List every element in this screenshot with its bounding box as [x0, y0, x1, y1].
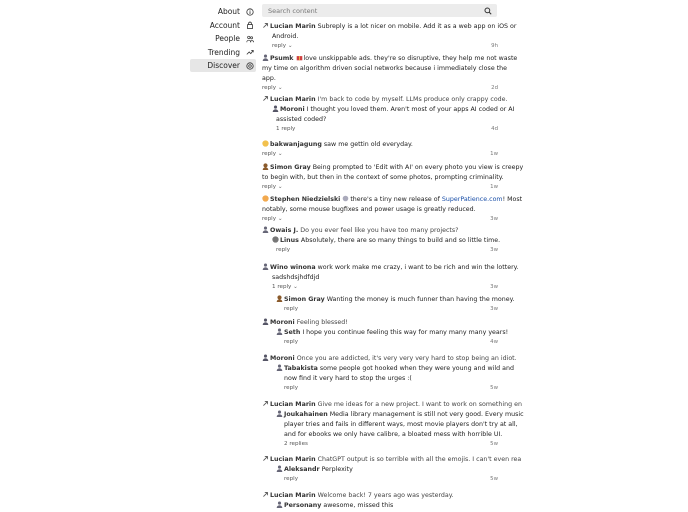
- post-text: love unskippable ads. they're so disruptive, they help me not waste: [303, 55, 518, 62]
- post-author[interactable]: Simon Gray: [270, 164, 311, 171]
- parent-text: I'm back to code by myself. LLMs produce only crappy code.: [317, 96, 508, 103]
- post-text: Perplexity: [321, 466, 353, 473]
- ghost-icon: [342, 195, 349, 202]
- post-text: now find it very hard to stop the urges :(: [284, 375, 412, 382]
- info-icon: [245, 7, 254, 16]
- post-text: Being prompted to 'Edit with AI' on every photo you view is creepy: [312, 164, 524, 171]
- post: [262, 400, 524, 449]
- post-text: there's a tiny new release of: [350, 196, 440, 203]
- post-author[interactable]: Simon Gray: [284, 296, 325, 303]
- post: [262, 354, 517, 393]
- avatar-icon: [276, 364, 283, 371]
- post-author[interactable]: Joukahainen: [284, 411, 328, 418]
- post-time: 5w: [490, 385, 498, 391]
- post-text: and for ebooks we only have calibre, a bloated mess with horrible UI.: [284, 431, 503, 438]
- post: Wino winona work work make me crazy, i want to be rich and win the lottery. sadshdsjhdfdjd 1 reply ⌄ 3w: [262, 263, 498, 292]
- parent-author[interactable]: Lucian Marin: [270, 456, 316, 463]
- nav-label: Trending: [207, 47, 240, 57]
- post-time: 4d: [491, 126, 498, 132]
- reply-link[interactable]: reply: [284, 385, 299, 391]
- smiley-icon: [262, 195, 269, 202]
- post: [262, 226, 501, 255]
- post-text: I hope you continue feeling this way for many many many years!: [302, 329, 509, 336]
- post-author[interactable]: Stephen Niedzielski: [270, 196, 341, 203]
- avatar-icon: [262, 318, 269, 325]
- parent-author[interactable]: Lucian Marin: [270, 401, 316, 408]
- post-author[interactable]: Personany: [284, 502, 322, 509]
- parent-author[interactable]: Lucian Marin: [270, 96, 316, 103]
- reply-link[interactable]: 2 replies: [284, 441, 308, 447]
- post: Psumk love unskippable ads. they're so disruptive, they help me not waste my time on algorithm driven social networks because i immediately close the app. reply ⌄ 2d: [262, 55, 518, 91]
- avatar-icon: [262, 163, 269, 170]
- reply-arrow-icon: [262, 455, 269, 462]
- reply-arrow-icon: [262, 22, 269, 29]
- post-text: to begin with, but then in the context of some photos, prompting criminality.: [262, 174, 504, 181]
- reply-link[interactable]: 1 reply: [272, 284, 292, 290]
- parent-text: Do you ever feel like you have too many projects?: [300, 227, 459, 234]
- nav-people[interactable]: [190, 32, 256, 45]
- post: Simon Gray Being prompted to 'Edit with AI' on every photo you view is creepy to begin with, but then in the context of some photos, prompting criminality. reply ⌄ 1w: [262, 164, 524, 190]
- post: [262, 295, 515, 314]
- reply-link[interactable]: reply: [284, 306, 299, 312]
- reply-arrow-icon: [262, 400, 269, 407]
- nav-about[interactable]: [190, 5, 256, 18]
- post: [262, 95, 515, 134]
- post-time: 3w: [490, 284, 498, 290]
- search-bar: [262, 4, 497, 17]
- nav-account[interactable]: [190, 19, 256, 32]
- nav-label: Account: [209, 20, 240, 30]
- feed: [262, 20, 524, 512]
- post-text: Wanting the money is much funner than having the money.: [326, 296, 515, 303]
- avatar-icon: [276, 501, 283, 508]
- post-text: player tries and fails in different ways, most movie players don't try at all,: [284, 421, 518, 428]
- avatar-icon: [276, 410, 283, 417]
- trending-icon: [245, 48, 254, 57]
- nav-label: People: [215, 34, 240, 44]
- reply-link[interactable]: reply: [272, 43, 287, 49]
- reply-link[interactable]: 1 reply: [276, 126, 296, 132]
- post-time: 5w: [490, 476, 498, 482]
- post-text: app.: [262, 75, 276, 82]
- post-text: sadshdsjhdfdjd: [272, 274, 320, 281]
- parent-text: ChatGPT output is so terrible with all the emojis. I can't even rea: [317, 456, 522, 463]
- nav-trending[interactable]: [190, 46, 256, 59]
- parent-author[interactable]: Moroni: [270, 319, 295, 326]
- avatar-icon: [262, 263, 269, 270]
- post-author[interactable]: Moroni: [280, 106, 305, 113]
- parent-text: Feeling blessed!: [296, 319, 348, 326]
- search-input[interactable]: [262, 4, 483, 18]
- post-author[interactable]: Lucian Marin: [270, 23, 316, 30]
- parent-text: Once you are addicted, it's very very very hard to stop being an idiot.: [296, 355, 517, 362]
- parent-text: Welcome back! 7 years ago was yesterday.: [317, 492, 454, 499]
- nav-discover[interactable]: [190, 59, 256, 72]
- reply-link[interactable]: reply: [276, 247, 291, 253]
- post-text: ! Most: [502, 196, 523, 203]
- parent-author[interactable]: Owais J.: [270, 227, 299, 234]
- post-text: work work make me crazy, i want to be rich and win the lottery.: [317, 264, 519, 271]
- post-time: 3w: [490, 216, 498, 222]
- gift-icon: [296, 54, 303, 61]
- post-time: 4w: [490, 339, 498, 345]
- post-author[interactable]: Tabakista: [284, 365, 318, 372]
- post-author[interactable]: Wino winona: [270, 264, 316, 271]
- lock-icon: [245, 21, 254, 30]
- avatar-icon: [276, 328, 283, 335]
- post: Stephen Niedzielski there's a tiny new release of SuperPatience.com! Most notably, some mouse bugfixes and power usage is greatly reduced. reply ⌄ 3w: [262, 196, 523, 222]
- post-text: Absolutely, there are so many things to build and so little time.: [300, 237, 501, 244]
- post-text: Subreply is a lot nicer on mobile. Add it as a web app on iOS or: [317, 23, 517, 30]
- post: [262, 491, 498, 511]
- avatar-icon: [262, 54, 269, 61]
- post: [262, 318, 509, 347]
- post-time: 1w: [490, 184, 498, 190]
- post-author[interactable]: Linus: [280, 237, 299, 244]
- nav-label: About: [217, 7, 240, 16]
- reply-link[interactable]: reply: [262, 85, 277, 91]
- post-author[interactable]: Psumk: [270, 55, 294, 62]
- reply-link[interactable]: reply: [262, 151, 277, 157]
- avatar-icon: [262, 354, 269, 361]
- post-text: assisted coded?: [276, 116, 327, 123]
- post-time: 5w: [490, 441, 498, 447]
- avatar-icon: [276, 295, 283, 302]
- reply-link[interactable]: reply: [284, 339, 299, 345]
- reply-arrow-icon: [262, 95, 269, 102]
- post-text: some people got hooked when they were young and wild and: [319, 365, 514, 372]
- reply-link[interactable]: reply: [262, 184, 277, 190]
- avatar-icon: [272, 105, 279, 112]
- parent-author[interactable]: Moroni: [270, 355, 295, 362]
- parent-author[interactable]: Lucian Marin: [270, 492, 316, 499]
- post-time: 1w: [490, 151, 498, 157]
- avatar-icon: [276, 465, 283, 472]
- compass-icon: [245, 61, 254, 70]
- post-time: 3w: [490, 247, 498, 253]
- smiley-icon: [262, 140, 269, 147]
- post: Lucian Marin Subreply is a lot nicer on mobile. Add it as a web app on iOS or Android. reply ⌄ 9h: [262, 22, 498, 51]
- post-text: awesome, missed this: [323, 502, 394, 509]
- post-text: my time on algorithm driven social networks because i immediately close the: [262, 65, 508, 72]
- search-icon[interactable]: [483, 6, 493, 16]
- post: bakwanjagung saw me gettin old everyday. reply ⌄ 1w: [262, 141, 498, 157]
- post-time: 3w: [490, 306, 498, 312]
- post-author[interactable]: Aleksandr: [284, 466, 320, 473]
- parent-text: Give me ideas for a new project. I want to work on something en: [317, 401, 522, 408]
- post-link[interactable]: SuperPatience.com: [441, 196, 503, 203]
- people-icon: [245, 34, 254, 43]
- post-text: Media library management is still not very good. Every music: [329, 411, 524, 418]
- reply-link[interactable]: reply: [284, 476, 299, 482]
- avatar-icon: [262, 226, 269, 233]
- avatar-icon: [272, 236, 279, 243]
- post-time: 2d: [491, 85, 498, 91]
- post-text: I thought you loved them. Aren't most of your apps AI coded or AI: [306, 106, 515, 113]
- reply-arrow-icon: [262, 491, 269, 498]
- post-author[interactable]: bakwanjagung: [270, 141, 322, 148]
- sidebar-nav: [190, 5, 256, 73]
- post: [262, 455, 522, 484]
- post-text: saw me gettin old everyday.: [323, 141, 413, 148]
- nav-label: Discover: [207, 61, 240, 71]
- post-author[interactable]: Seth: [284, 329, 301, 336]
- post-text: notably, some mouse bugfixes and power usage is greatly reduced.: [262, 206, 476, 213]
- post-time: 9h: [491, 43, 498, 49]
- reply-link[interactable]: reply: [262, 216, 277, 222]
- post-text: Android.: [272, 33, 299, 40]
